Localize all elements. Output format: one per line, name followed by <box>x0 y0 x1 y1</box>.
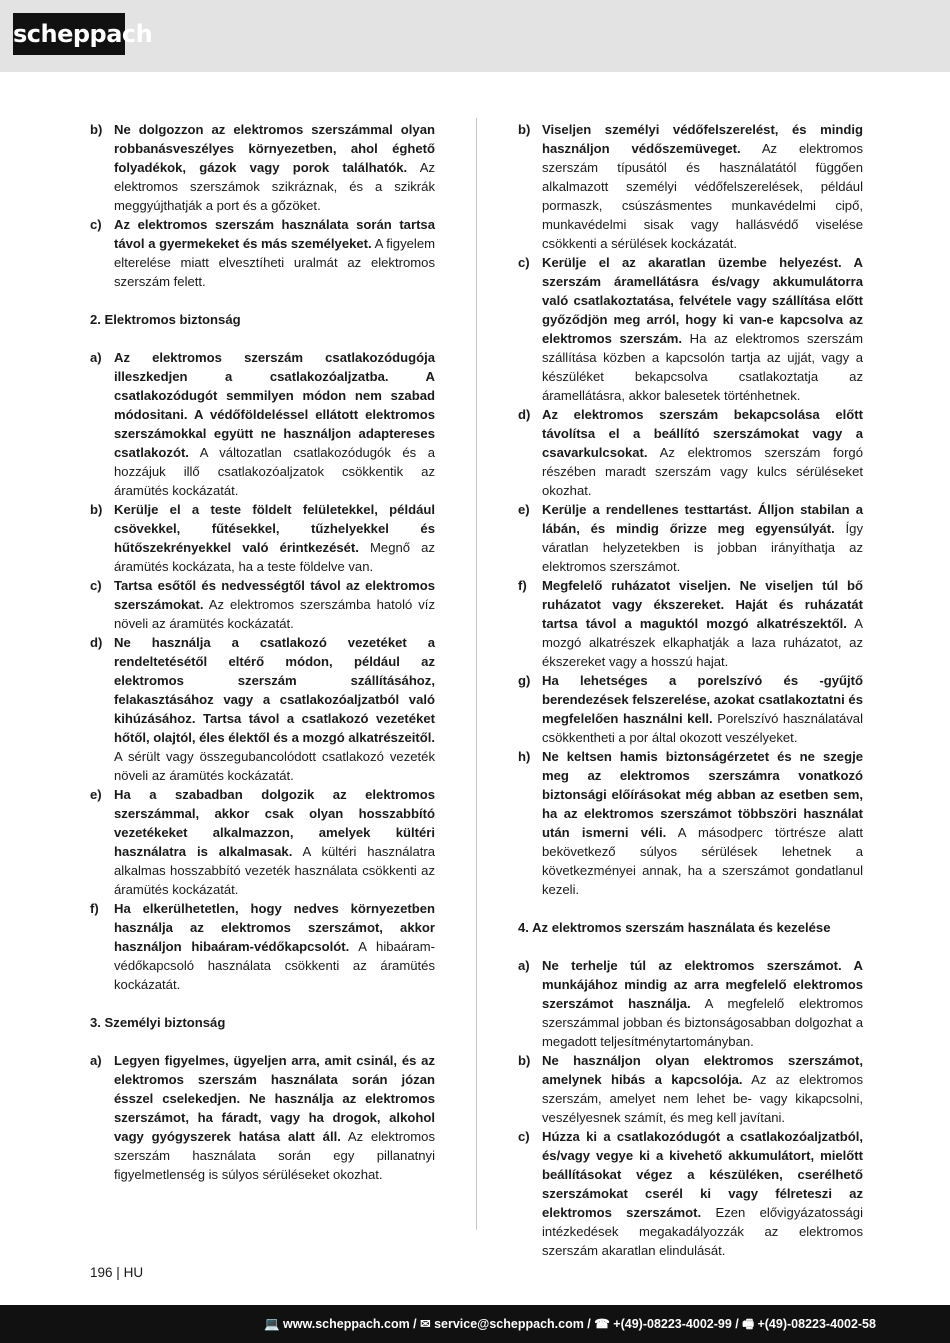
section-heading: 2. Elektromos biztonság <box>90 312 241 327</box>
list-item-normal-text: A megfelelő elektromos szerszámmal jobban és biztonságosabban dolgozhat a megadott teljesítménytartományban. <box>542 996 863 1049</box>
list-item-bold-text: Ne dolgozzon az elektromos szerszámmal olyan robbanásveszélyes környezetben, ahol éghető folyadékok, gázok vagy porok találhatók. <box>114 122 435 175</box>
list-item-bold-text: Ne keltsen hamis biztonságérzetet és ne szegje meg az elektromos szerszámra vonatkozó biztonsági előírásokat még abban az esetben sem, ha az elektromos szerszámot többszöri használat után ismerni véli. <box>542 749 863 840</box>
list-item-body <box>542 500 863 576</box>
list-item-bold-text: Ne használjon olyan elektromos szerszámot, amelynek hibás a kapcsolója. <box>542 1053 863 1087</box>
list-item-body <box>542 1051 863 1127</box>
list-item-body <box>542 120 863 253</box>
list-item-body <box>114 633 435 785</box>
list-item-label: d) <box>518 407 531 422</box>
list-item-label: a) <box>518 958 530 973</box>
list-item <box>90 120 435 215</box>
list-item-body <box>114 899 435 994</box>
right-column <box>518 120 863 1260</box>
list-item <box>90 348 435 500</box>
list-item-normal-text: A hibaáram-védőkapcsoló használata csökkenti az áramütés kockázatát. <box>114 939 435 992</box>
list-item-label: c) <box>518 1129 530 1144</box>
list-item-bold-text: Kerülje el az akaratlan üzembe helyezést. A szerszám áramellátásra és/vagy akkumulátorra való csatlakoztatása, felvétele vagy szállítása előtt győződjön meg arról, hogy ki van-e kapcsolva az elektromos szerszám. <box>542 255 863 346</box>
list-item-body <box>542 956 863 1051</box>
list-item-label: f) <box>90 901 99 916</box>
list-item-normal-text: A sérült vagy összegubancolódott csatlakozó vezeték növeli az áramütés kockázatát. <box>114 749 435 783</box>
list-item <box>90 785 435 899</box>
list-item-body <box>114 500 435 576</box>
list-item-body <box>114 120 435 215</box>
list-item <box>518 253 863 405</box>
list-item-label: e) <box>518 502 530 517</box>
list-item-body <box>542 671 863 747</box>
list-item-normal-text: A másodperc törtrésze alatt bekövetkező súlyos sérülések lehetnek a következményei annak, ha a szerszámot gondatlanul kezeli. <box>542 825 864 897</box>
list-item <box>90 899 435 994</box>
list-item-label: h) <box>518 749 531 764</box>
list-item-body <box>542 253 863 405</box>
list-item-bold-text: Ha elkerülhetetlen, hogy nedves környezetben használja az elektromos szerszámot, akkor használjon hibaáram-védőkapcsolót. <box>114 901 435 954</box>
list-item-label: e) <box>90 787 102 802</box>
footer-contact-bar <box>0 1305 950 1343</box>
list-item-normal-text: Az elektromos szerszám forgó részében maradt szerszám vagy kulcs sérüléseket okozhat. <box>542 445 863 498</box>
list-item-body <box>114 785 435 899</box>
list-item-body <box>542 405 863 500</box>
section-heading: 3. Személyi biztonság <box>90 1015 226 1030</box>
list-item-bold-text: Ne használja a csatlakozó vezetéket a rendeltetésétől eltérő módon, például az elektromos szerszám szállításához, felakasztásához vagy a csatlakozóaljzatból való kihúzásához. Tartsa távol a csatlakozó vezetéket hőtől, olajtól, éles élektől és a mozgó alkatrészeitől. <box>114 635 435 745</box>
list-item-label: b) <box>518 1053 531 1068</box>
list-item-label: b) <box>90 502 103 517</box>
list-item <box>90 633 435 785</box>
list-item-normal-text: Az elektromos szerszámok szikráznak, és a szikrák meggyújthatják a port és a gőzöket. <box>114 160 435 213</box>
list-item-label: f) <box>518 578 527 593</box>
list-item-bold-text: Viseljen személyi védőfelszerelést, és mindig használjon védőszemüveget. <box>542 122 863 156</box>
list-item-bold-text: Megfelelő ruházatot viseljen. Ne viseljen túl bő ruházatot vagy ékszereket. Haját és ruházatát tartsa távol a maguktól mozgó alkatrészektől. <box>542 578 863 631</box>
list-item-normal-text: A kültéri használatra alkalmas hosszabbító vezeték használata csökkenti az áramütés kockázatát. <box>114 844 436 897</box>
list-item-normal-text: Az az elektromos szerszám, amelyet nem lehet be- vagy kikapcsolni, veszélyesnek számít, és meg kell javítani. <box>542 1072 863 1125</box>
list-item-bold-text: Legyen figyelmes, ügyeljen arra, amit csinál, és az elektromos szerszám használata során józan ésszel cselekedjen. Ne használja az elektromos szerszámot, ha fáradt, vagy ha drogok, alkohol vagy gyógyszerek hatása alatt áll. <box>114 1053 435 1144</box>
list-item-normal-text: A változatlan csatlakozódugók és a hozzájuk illő csatlakozóaljzatok csökkentik az áramütés kockázatát. <box>114 445 435 498</box>
list-item <box>90 215 435 291</box>
list-item-bold-text: Húzza ki a csatlakozódugót a csatlakozóaljzatból, és/vagy vegye ki a kivehető akkumulátort, mielőtt beállításokat végez a készüléken, cserélhető szerszámokat cserél ki vagy félreteszi az elektromos szerszámot. <box>542 1129 863 1220</box>
list-item-normal-text: Az elektromos szerszám használata során egy pillanatnyi figyelmetlenség is súlyos sérüléseket okozhat. <box>114 1129 435 1182</box>
list-item-body <box>542 747 863 899</box>
list-item-label: b) <box>518 122 531 137</box>
list-item <box>90 576 435 633</box>
list-item-bold-text: Ha lehetséges a porelszívó és -gyűjtő berendezések felszerelése, azokat csatlakoztatni és megfelelően használni kell. <box>542 673 863 726</box>
list-item-normal-text: Megnő az áramütés kockázata, ha a teste földelve van. <box>114 540 435 574</box>
page-header <box>0 0 950 72</box>
list-item-normal-text: Az elektromos szerszám típusától és használatától függően alkalmazott személyi védőfelszerelések, például pormaszk, csúszásmentes munkavédelmi cipő, munkavédelmi sisak vagy hallásvédő viselése csökkenti a sérülések kockázatát. <box>542 141 863 251</box>
page-separator: | <box>116 1265 120 1280</box>
list-item-bold-text: Ne terhelje túl az elektromos szerszámot. A munkájához mindig az arra megfelelő elektromos szerszámot használja. <box>542 958 863 1011</box>
list-item <box>90 500 435 576</box>
list-item-body <box>114 1051 435 1184</box>
page-number <box>90 1265 143 1280</box>
list-item-body <box>542 576 863 671</box>
list-item-normal-text: A figyelem elterelése miatt elvesztíheti uralmát az elektromos szerszám felett. <box>114 236 436 289</box>
column-divider <box>476 118 477 1230</box>
list-item-normal-text: Porelszívó használatával csökkentheti a por által okozott veszélyeket. <box>542 711 863 745</box>
list-item <box>518 1127 863 1260</box>
left-column <box>90 120 435 1184</box>
page-number-value: 196 <box>90 1265 113 1280</box>
list-item-label: b) <box>90 122 103 137</box>
list-item <box>518 576 863 671</box>
list-item <box>518 747 863 899</box>
list-item-normal-text: Ezen elővigyázatossági intézkedések megakadályozzák az elektromos szerszám akaratlan elindulását. <box>542 1205 863 1258</box>
list-item-bold-text: Kerülje el a teste földelt felületekkel, például csövekkel, fűtésekkel, tűzhelyekkel és hűtőszekrényekkel való érintkezését. <box>114 502 435 555</box>
list-item <box>518 405 863 500</box>
list-item <box>518 500 863 576</box>
list-item-body <box>114 215 435 291</box>
list-item-label: c) <box>518 255 530 270</box>
footer-contact-line: 💻 www.scheppach.com / ✉ service@scheppach.com / ☎ +(49)-08223-4002-99 / 🖷 +(49)-08223-4002-58 <box>264 1317 876 1331</box>
list-item-label: g) <box>518 673 531 688</box>
list-item-body <box>114 348 435 500</box>
list-item-body <box>114 576 435 633</box>
list-item-normal-text: Ha az elektromos szerszám szállítása közben a kapcsolón tartja az ujját, vagy a készüléket bekapcsolva csatlakoztatja az áramellátásra, akkor balesetek történhetnek. <box>542 331 863 403</box>
list-item <box>518 671 863 747</box>
list-item-label: c) <box>90 578 102 593</box>
list-item-label: d) <box>90 635 103 650</box>
list-item-label: c) <box>90 217 102 232</box>
page-language: HU <box>123 1265 144 1280</box>
list-item-bold-text: Ha a szabadban dolgozik az elektromos szerszámmal, akkor csak olyan hosszabbító vezetékeket alkalmazzon, amelyek kültéri használatra is alkalmasak. <box>114 787 435 859</box>
scheppach-logo: scheppach <box>13 13 125 55</box>
list-item <box>518 1051 863 1127</box>
list-item-bold-text: Tartsa esőtől és nedvességtől távol az elektromos szerszámokat. <box>114 578 435 612</box>
list-item-label: a) <box>90 1053 102 1068</box>
list-item-normal-text: Így váratlan helyzetekben is jobban irányíthatja az elektromos szerszámot. <box>542 521 863 574</box>
list-item <box>518 956 863 1051</box>
list-item-body <box>542 1127 863 1260</box>
list-item-bold-text: Kerülje a rendellenes testtartást. Álljon stabilan a lábán, és mindig őrizze meg egyensúlyát. <box>542 502 863 536</box>
list-item-bold-text: Az elektromos szerszám csatlakozódugója illeszkedjen a csatlakozóaljzatba. A csatlakozódugót semmilyen módon nem szabad módositani. A védőföldeléssel ellátott elektromos szerszámokkal együtt ne használjon adaptereses csatlakozót. <box>114 350 435 460</box>
section-heading: 4. Az elektromos szerszám használata és kezelése <box>518 920 831 935</box>
list-item <box>518 120 863 253</box>
list-item-bold-text: Az elektromos szerszám bekapcsolása előtt távolítsa el a beállító szerszámokat vagy a csavarkulcsokat. <box>542 407 863 460</box>
list-item-bold-text: Az elektromos szerszám használata során tartsa távol a gyermekeket és más személyeket. <box>114 217 435 251</box>
list-item-label: a) <box>90 350 102 365</box>
list-item-normal-text: A mozgó alkatrészek elkaphatják a laza ruházatot, az ékszereket vagy a hosszú hajat. <box>542 616 863 669</box>
list-item-normal-text: Az elektromos szerszámba hatoló víz növeli az áramütés kockázatát. <box>114 597 435 631</box>
list-item <box>90 1051 435 1184</box>
